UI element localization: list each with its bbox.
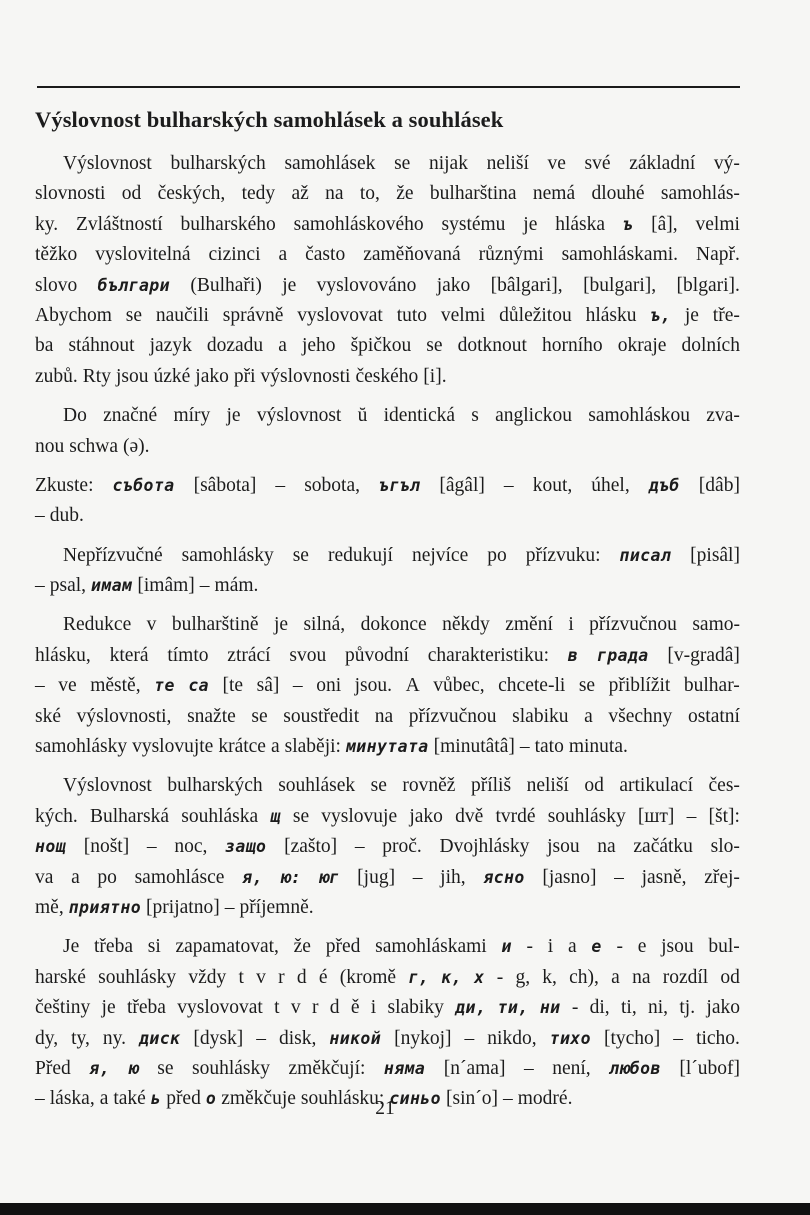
text-line: harské souhlásky vždy t v r d é (kromě г, к, х - g, k, ch), a na rozdíl od xyxy=(35,966,740,988)
paragraph-hard-consonants xyxy=(35,932,740,1114)
text-line: – psal, имам [imâm] – mám. xyxy=(35,575,259,597)
scan-bottom-edge xyxy=(0,1203,810,1215)
text-line: ské výslovnosti, snažte se soustředit na přízvučnou slabiku a všechny ostatní xyxy=(35,705,740,727)
text-line: Před я, ю se souhlásky změkčují: няма [n´ama] – není, любов [l´ubof] xyxy=(35,1057,740,1079)
text-line: Výslovnost bulharských souhlásek se rovněž příliš neliší od artikulací čes- xyxy=(63,775,740,797)
text-line: češtiny je třeba vyslovovat t v r d ě i slabiky ди, ти, ни - di, ti, ni, tj. jako xyxy=(35,997,740,1019)
body-text xyxy=(35,149,740,1124)
text-line: hlásku, která tímto ztrácí svou původní charakteristiku: в града [v-gradâ] xyxy=(35,644,740,666)
text-line: – ve městě, те са [te sâ] – oni jsou. A vůbec, chcete-li se přiblížit bulhar- xyxy=(35,675,740,697)
text-line: Redukce v bulharštině je silná, dokonce někdy změní i přízvučnou samo- xyxy=(63,614,740,636)
text-line: – dub. xyxy=(35,505,84,527)
text-line: нощ [nošt] – noc, защо [zašto] – proč. Dvojhlásky jsou na začátku slo- xyxy=(35,836,740,858)
text-line: Zkuste: събота [sâbota] – sobota, ъгъл [âgâl] – kout, úhel, дъб [dâb] xyxy=(35,474,740,496)
paragraph-unstressed xyxy=(35,541,740,602)
text-line: Do značné míry je výslovnost ŭ identická s anglickou samohláskou zva- xyxy=(63,405,740,427)
top-rule xyxy=(37,86,740,88)
paragraph-schwa xyxy=(35,401,740,462)
text-line: Výslovnost bulharských samohlásek se nijak neliší ve své základní vý- xyxy=(63,153,740,174)
text-line: ba stáhnout jazyk dozadu a jeho špičkou se dotknout horního okraje dolních xyxy=(35,335,740,357)
text-line: slovo българи (Bulhaři) je vyslovováno jako [bâlgari], [bulgari], [blgari]. xyxy=(35,274,740,296)
paragraph-examples xyxy=(35,471,740,532)
text-line: kých. Bulharská souhláska щ se vyslovuje jako dvě tvrdé souhlásky [шт] – [št]: xyxy=(35,805,740,827)
paragraph-consonants xyxy=(35,771,740,923)
text-line: dy, ty, ny. диск [dysk] – disk, никой [nykoj] – nikdo, тихо [tycho] – ticho. xyxy=(35,1027,740,1049)
paragraph-vowels-intro xyxy=(35,149,740,392)
text-line: – láska, a také ь před о změkčuje souhlásku: синьо [sin´o] – modré. xyxy=(35,1088,573,1110)
text-line: slovnosti od českých, tedy až na to, že bulharština nemá dlouhé samohlás- xyxy=(35,183,740,205)
section-heading: Výslovnost bulharských samohlásek a souhlásek xyxy=(35,107,504,132)
text-line: Abychom se naučili správně vyslovovat tuto velmi důležitou hlásku ъ, je tře- xyxy=(35,304,740,326)
text-line: těžko vyslovitelná cizinci a často zaměňovaná různými samohláskami. Např. xyxy=(35,244,740,266)
text-line: nou schwa (ə). xyxy=(35,435,150,457)
text-line: va a po samohlásce я, ю: юг [jug] – jih, ясно [jasno] – jasně, zřej- xyxy=(35,866,740,888)
text-line: mě, приятно [prijatno] – příjemně. xyxy=(35,896,314,918)
text-line: samohlásky vyslovujte krátce a slaběji: минутата [minutâtâ] – tato minuta. xyxy=(35,736,628,758)
paragraph-reduction xyxy=(35,610,740,762)
text-line: Je třeba si zapamatovat, že před samohláskami и - i a е - e jsou bul- xyxy=(63,936,740,958)
text-line: ky. Zvláštností bulharského samohláskového systému je hláska ъ [â], velmi xyxy=(35,213,740,235)
text-line: zubů. Rty jsou úzké jako při výslovnosti českého [i]. xyxy=(35,365,447,387)
text-line: Nepřízvučné samohlásky se redukují nejvíce po přízvuku: писал [pisâl] xyxy=(63,544,740,566)
page-number: 21 xyxy=(375,1098,395,1119)
